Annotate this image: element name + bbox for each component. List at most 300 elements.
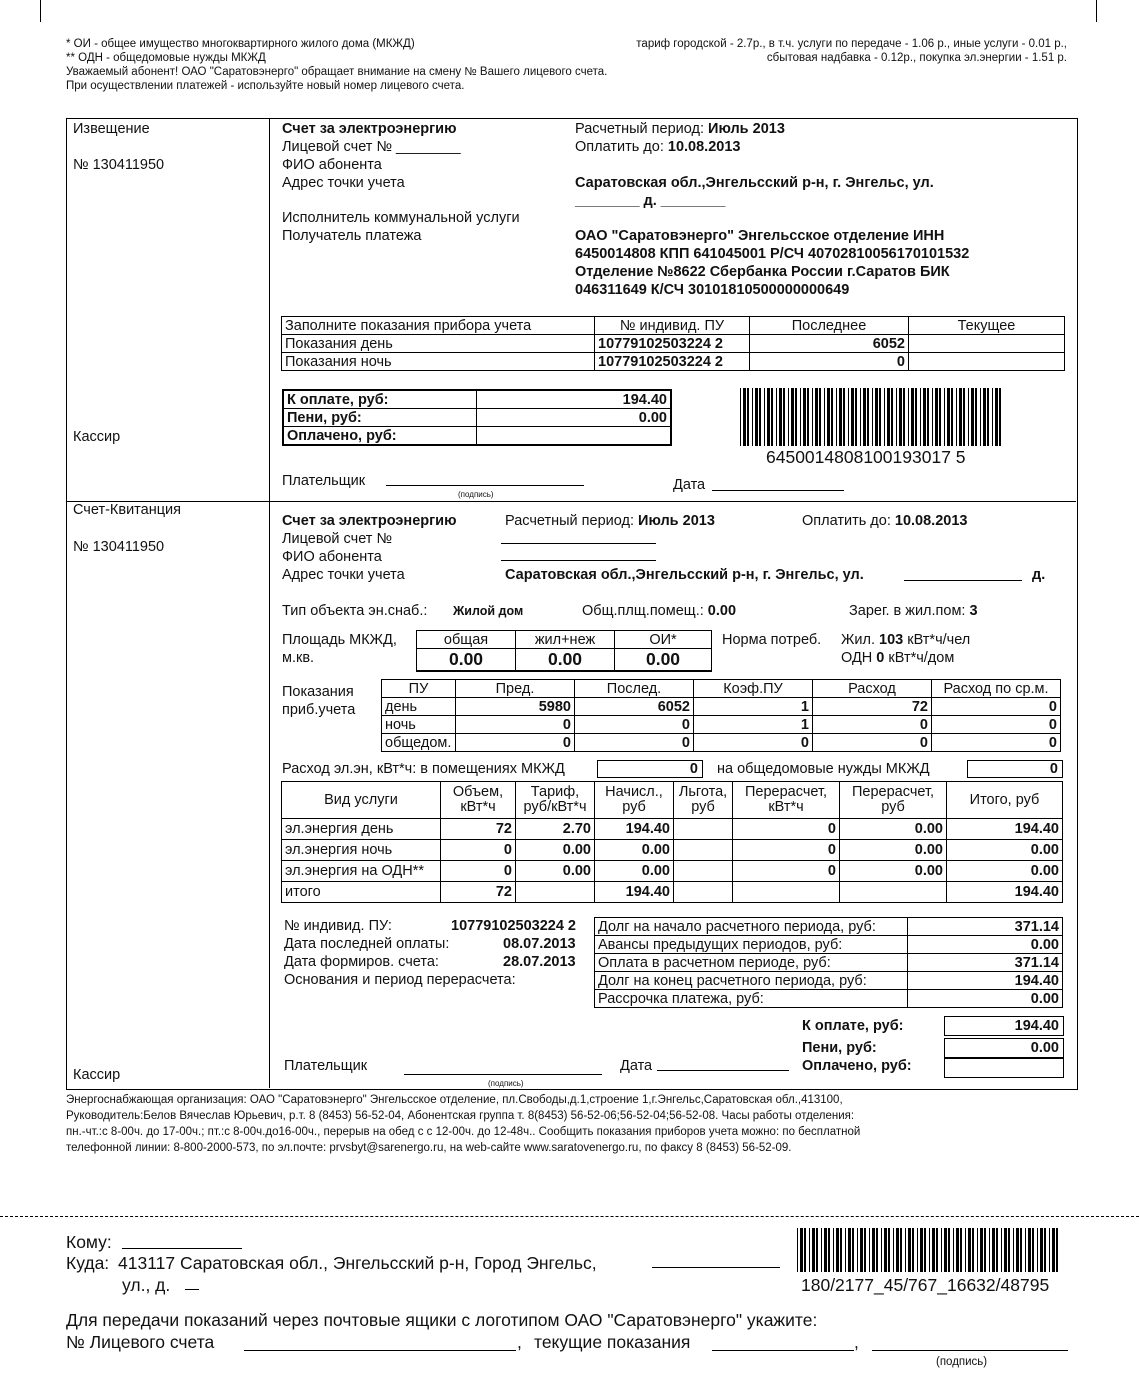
barcode-bar <box>995 388 998 446</box>
barcode-bar <box>992 1228 995 1272</box>
table-row <box>283 409 671 427</box>
receipt-pay-until-value: 10.08.2013 <box>894 513 968 529</box>
readings-cell: 0 <box>932 716 1061 734</box>
notice-recipient-1: ОАО "Саратовэнерго" Энгельсское отделение ИНН <box>575 228 945 244</box>
barcode-bar <box>1056 1228 1058 1272</box>
receipt-readings-table <box>381 679 1061 752</box>
readings-header: Расход по ср.м. <box>932 680 1061 698</box>
barcode-bar <box>911 388 914 446</box>
service-cell: итого <box>282 882 441 903</box>
readings-header: Коэф.ПУ <box>694 680 813 698</box>
barcode-bar <box>848 388 849 446</box>
barcode-bar <box>852 1228 854 1272</box>
barcode-bar <box>947 388 950 446</box>
barcode-bar <box>1049 1228 1050 1272</box>
receipt-consumption-value: 0 <box>597 760 703 778</box>
mail-where-label: Куда: <box>66 1253 110 1273</box>
barcode-bar <box>767 388 770 446</box>
barcode-bar <box>833 1228 834 1272</box>
notice-meter-cell: 0 <box>750 353 909 371</box>
table-row <box>283 390 671 409</box>
barcode-bar <box>828 1228 830 1272</box>
barcode-bar <box>779 388 782 446</box>
barcode-bar <box>881 1228 882 1272</box>
debt-value: 371.14 <box>908 918 1063 936</box>
service-cell: 0.00 <box>947 861 1063 882</box>
notice-signature-caption: (подпись) <box>458 490 494 499</box>
barcode-bar <box>764 388 765 446</box>
barcode-bar <box>824 1228 827 1272</box>
norm-unit: кВт*ч/дом <box>888 650 955 666</box>
barcode-bar <box>855 388 857 446</box>
receipt-area-value: 0.00 <box>707 603 737 619</box>
receipt-date-line[interactable] <box>657 1070 789 1071</box>
service-cell: 0.00 <box>840 819 947 840</box>
table-row <box>595 954 1063 972</box>
barcode-bar <box>869 1228 870 1272</box>
receipt-address-house: д. <box>1032 567 1046 583</box>
notice-pay-value: 194.40 <box>477 390 672 409</box>
debt-label: Оплата в расчетном периоде, руб: <box>595 954 908 972</box>
notice-period <box>575 121 785 137</box>
mail-signature-field[interactable] <box>872 1350 1068 1351</box>
barcode-bar <box>908 388 909 446</box>
barcode-bar <box>1008 1228 1010 1272</box>
service-cell: 72 <box>441 819 516 840</box>
notice-barcode <box>740 388 1002 446</box>
barcode-bar <box>888 1228 890 1272</box>
readings-cell: общедом. <box>382 734 456 752</box>
table-row <box>282 335 1065 353</box>
norm-value: 0 <box>876 650 885 666</box>
mail-where-value: 413117 Саратовская обл., Энгельсский р-н, Город Энгельс, <box>118 1253 597 1273</box>
notice-recipient-label: Получатель платежа <box>282 228 422 244</box>
barcode-bar <box>891 388 893 446</box>
mail-to-label: Кому: <box>66 1232 112 1252</box>
mkzhd-header: ОИ* <box>615 631 712 649</box>
notice-account-label: Лицевой счет № ________ <box>282 139 461 155</box>
notice-meter-cell: 6052 <box>750 335 909 353</box>
table-row <box>595 972 1063 990</box>
barcode-bar <box>915 388 917 446</box>
mail-instruction: Для передачи показаний через почтовые ящики с логотипом ОАО "Саратовэнерго" укажите: <box>66 1310 818 1330</box>
service-cell <box>674 882 733 903</box>
readings-cell: 0 <box>932 734 1061 752</box>
notice-meter-header: Последнее <box>750 317 909 335</box>
barcode-bar <box>951 388 953 446</box>
note-odn: ** ОДН - общедомовые нужды МКЖД <box>66 52 266 64</box>
service-cell: 0 <box>441 861 516 882</box>
notice-meter-cell: Показания ночь <box>282 353 595 371</box>
receipt-payer-signature-line[interactable] <box>404 1074 602 1075</box>
barcode-bar <box>804 1228 806 1272</box>
barcode-bar <box>956 388 957 446</box>
barcode-bar <box>968 388 969 446</box>
notice-barcode-number: 6450014808100193017 5 <box>766 447 966 467</box>
receipt-readings-label1: Показания <box>282 684 354 700</box>
barcode-bar <box>848 1228 851 1272</box>
mail-barcode <box>797 1228 1063 1272</box>
barcode-bar <box>1040 1228 1043 1272</box>
service-header: Начисл., руб <box>595 782 674 819</box>
barcode-bar <box>972 1228 974 1272</box>
receipt-penalty-value: 0.00 <box>944 1038 1064 1058</box>
barcode-bar <box>755 388 758 446</box>
barcode-bar <box>980 1228 983 1272</box>
barcode-bar <box>932 1228 935 1272</box>
receipt-period-value: Июль 2013 <box>638 513 715 529</box>
readings-cell: 72 <box>813 698 932 716</box>
receipt-street-line <box>904 580 1022 581</box>
barcode-bar <box>824 388 825 446</box>
notice-payer-signature-line[interactable] <box>386 485 584 486</box>
barcode-bar <box>971 388 974 446</box>
barcode-bar <box>980 388 981 446</box>
barcode-bar <box>836 388 837 446</box>
table-row <box>382 716 1061 734</box>
barcode-bar <box>920 388 921 446</box>
mkzhd-value: 0.00 <box>417 649 516 672</box>
table-row <box>382 734 1061 752</box>
service-cell: 72 <box>441 882 516 903</box>
barcode-bar <box>867 388 869 446</box>
notice-address-value2: ________ д. ________ <box>575 193 726 209</box>
mail-house-line <box>185 1289 199 1290</box>
notice-address-value: Саратовская обл.,Энгельсский р-н, г. Энгельс, ул. <box>575 175 934 191</box>
service-cell: эл.энергия на ОДН** <box>282 861 441 882</box>
footer-line-1: Энергоснабжающая организация: ОАО "Саратовэнерго" Энгельсское отделение, пл.Свободы,д.1,строение 1,г.Энгельс,Саратовская обл.,413100, <box>66 1094 843 1106</box>
notice-pay-label: К оплате, руб: <box>283 390 477 409</box>
notice-paid-value[interactable] <box>477 427 672 446</box>
barcode-bar <box>827 388 830 446</box>
receipt-object-type-label: Тип объекта эн.снаб.: <box>282 603 428 619</box>
readings-cell: 5980 <box>456 698 575 716</box>
barcode-bar <box>887 388 890 446</box>
barcode-bar <box>884 1228 887 1272</box>
receipt-consumption-label: Расход эл.эн, кВт*ч: в помещениях МКЖД <box>282 761 565 777</box>
receipt-norm-line2 <box>841 650 954 666</box>
table-row <box>282 882 1063 903</box>
barcode-bar <box>860 388 861 446</box>
receipt-period-label: Расчетный период: <box>505 513 634 529</box>
service-cell: 0.00 <box>947 840 1063 861</box>
barcode-bar <box>800 1228 803 1272</box>
page-edge-mark <box>40 0 41 22</box>
barcode-bar <box>977 1228 978 1272</box>
note-new-account: При осуществлении платежей - используйте новый номер лицевого счета. <box>66 80 465 92</box>
barcode-bar <box>803 388 806 446</box>
receipt-paid-field[interactable] <box>944 1058 1064 1078</box>
mkzhd-value: 0.00 <box>516 649 615 672</box>
notice-recipient-3: Отделение №8622 Сбербанка России г.Саратов БИК <box>575 264 950 280</box>
barcode-bar <box>795 388 797 446</box>
norm-kind: Жил. <box>841 632 875 648</box>
service-header: Льгота, руб <box>674 782 733 819</box>
receipt-pay-until-label: Оплатить до: <box>802 513 891 529</box>
tariff-line-2: сбытовая надбавка - 0.12р., покупка эл.энергии - 1.51 р. <box>766 52 1067 64</box>
barcode-bar <box>759 388 761 446</box>
service-header: Вид услуги <box>282 782 441 819</box>
barcode-bar <box>815 388 818 446</box>
barcode-bar <box>752 388 753 446</box>
barcode-bar <box>932 388 933 446</box>
barcode-bar <box>893 1228 894 1272</box>
receipt-odn-value: 0 <box>967 760 1063 778</box>
readings-cell: 0 <box>575 716 694 734</box>
barcode-bar <box>809 1228 810 1272</box>
barcode-bar <box>1001 1228 1002 1272</box>
barcode-bar <box>944 388 945 446</box>
receipt-mkzhd-label1: Площадь МКЖД, <box>282 632 397 648</box>
receipt-debt-table <box>594 917 1063 1008</box>
service-cell: эл.энергия ночь <box>282 840 441 861</box>
barcode-bar <box>876 1228 878 1272</box>
service-header: Перерасчет, кВт*ч <box>733 782 840 819</box>
page-edge-mark <box>1096 0 1097 22</box>
notice-meter-header: № индивид. ПУ <box>595 317 750 335</box>
debt-label: Рассрочка платежа, руб: <box>595 990 908 1008</box>
receipt-address-label: Адрес точки учета <box>282 567 405 583</box>
barcode-bar <box>959 388 962 446</box>
mail-to-line <box>122 1248 242 1249</box>
readings-cell: 0 <box>694 734 813 752</box>
table-row <box>282 819 1063 840</box>
barcode-bar <box>899 388 902 446</box>
barcode-bar <box>776 388 777 446</box>
barcode-bar <box>1020 1228 1022 1272</box>
notice-date-label: Дата <box>673 477 706 493</box>
barcode-bar <box>1032 1228 1034 1272</box>
receipt-recalc-label: Основания и период перерасчета: <box>284 972 516 988</box>
readings-cell: 0 <box>813 734 932 752</box>
receipt-odn-label: на общедомовые нужды МКЖД <box>717 761 930 777</box>
barcode-bar <box>968 1228 971 1272</box>
barcode-bar <box>953 1228 954 1272</box>
barcode-bar <box>816 1228 818 1272</box>
service-cell: 0.00 <box>516 861 595 882</box>
notice-date-line[interactable] <box>712 490 844 491</box>
barcode-bar <box>905 1228 906 1272</box>
table-row <box>595 990 1063 1008</box>
debt-label: Авансы предыдущих периодов, руб: <box>595 936 908 954</box>
notice-pay-until-value: 10.08.2013 <box>667 139 741 155</box>
barcode-bar <box>860 1228 863 1272</box>
receipt-address-value: Саратовская обл.,Энгельсский р-н, г. Энгельс, ул. <box>505 567 864 583</box>
footer-line-3: пн.-чт.:с 8-00ч. до 17-00ч.; пт.:с 8-00ч.до16-00ч., перерыв на обед с с 12-00ч. до 12-48ч.. Сообщить показания приборов учета можно: по бесплатной <box>66 1126 861 1138</box>
table-row <box>382 698 1061 716</box>
notice-meter-table <box>281 316 1065 371</box>
receipt-registered <box>849 603 978 619</box>
table-row <box>283 427 671 446</box>
service-cell: 0.00 <box>840 861 947 882</box>
barcode-bar <box>836 1228 839 1272</box>
mail-signature-caption: (подпись) <box>936 1356 988 1368</box>
tariff-line-1: тариф городской - 2.7р., в т.ч. услуги по передаче - 1.06 р., иные услуги - 0.01 р., <box>636 38 1067 50</box>
mail-current-field[interactable] <box>712 1350 854 1351</box>
barcode-bar <box>740 388 741 446</box>
note-account-change: Уважаемый абонент! ОАО "Саратовэнерго" обращает внимание на смену № Вашего лицевого счета. <box>66 66 608 78</box>
barcode-bar <box>839 388 842 446</box>
barcode-bar <box>960 1228 962 1272</box>
receipt-meter-no-value: 10779102503224 2 <box>451 918 576 934</box>
mail-comma: , <box>854 1332 859 1352</box>
barcode-bar <box>1028 1228 1031 1272</box>
readings-header: ПУ <box>382 680 456 698</box>
barcode-bar <box>999 388 1001 446</box>
mail-where-value2: ул., д. <box>122 1275 171 1295</box>
barcode-bar <box>929 1228 930 1272</box>
service-header: Тариф, руб/кВт*ч <box>516 782 595 819</box>
barcode-bar <box>920 1228 923 1272</box>
service-cell <box>516 882 595 903</box>
notice-meter-current-night[interactable] <box>909 353 1065 371</box>
notice-meter-cell: 10779102503224 2 <box>595 353 750 371</box>
barcode-bar <box>923 388 926 446</box>
barcode-bar <box>840 1228 842 1272</box>
receipt-to-pay-label: К оплате, руб: <box>802 1018 904 1034</box>
service-cell <box>674 840 733 861</box>
barcode-bar <box>783 388 785 446</box>
notice-payer-label: Плательщик <box>282 473 366 489</box>
receipt-account-label: Лицевой счет № <box>282 531 393 547</box>
receipt-formed-value: 28.07.2013 <box>503 954 576 970</box>
receipt-mkzhd-table <box>416 630 712 672</box>
notice-executor-label: Исполнитель коммунальной услуги <box>282 210 520 226</box>
notice-pay-table <box>282 389 672 446</box>
mail-barcode-number: 180/2177_45/767_16632/48795 <box>801 1275 1050 1295</box>
readings-header: Пред. <box>456 680 575 698</box>
readings-cell: 0 <box>575 734 694 752</box>
service-header: Объем, кВт*ч <box>441 782 516 819</box>
barcode-bar <box>831 388 833 446</box>
receipt-cashier: Кассир <box>73 1067 121 1083</box>
barcode-bar <box>989 1228 990 1272</box>
barcode-bar <box>939 388 941 446</box>
barcode-bar <box>1037 1228 1038 1272</box>
debt-value: 371.14 <box>908 954 1063 972</box>
barcode-bar <box>987 388 989 446</box>
mail-account-field[interactable] <box>244 1350 516 1351</box>
barcode-bar <box>797 1228 798 1272</box>
mail-street-line <box>652 1267 780 1268</box>
readings-header: Расход <box>813 680 932 698</box>
service-cell: 0 <box>733 840 840 861</box>
barcode-bar <box>747 388 749 446</box>
service-cell: 0.00 <box>840 840 947 861</box>
receipt-object-type-value: Жилой дом <box>453 604 524 618</box>
notice-pay-value: 0.00 <box>477 409 672 427</box>
notice-bill-title: Счет за электроэнергию <box>282 121 457 137</box>
debt-value: 0.00 <box>908 990 1063 1008</box>
barcode-bar <box>879 388 881 446</box>
barcode-bar <box>771 388 773 446</box>
barcode-bar <box>1052 1228 1055 1272</box>
receipt-payer-label: Плательщик <box>284 1058 368 1074</box>
barcode-bar <box>1004 1228 1007 1272</box>
barcode-bar <box>872 388 873 446</box>
table-row <box>282 353 1065 371</box>
service-header: Перерасчет, руб <box>840 782 947 819</box>
barcode-bar <box>984 1228 986 1272</box>
cut-line <box>0 1216 1139 1217</box>
barcode-bar <box>983 388 986 446</box>
barcode-bar <box>896 1228 899 1272</box>
notice-meter-header: Заполните показания прибора учета <box>282 317 595 335</box>
service-cell <box>674 819 733 840</box>
mail-account-label: № Лицевого счета <box>66 1332 215 1352</box>
notice-meter-current-day[interactable] <box>909 335 1065 353</box>
receipt-readings-label2: приб.учета <box>282 702 356 718</box>
mkzhd-value: 0.00 <box>615 649 712 672</box>
receipt-period <box>505 513 715 529</box>
debt-label: Долг на конец расчетного периода, руб: <box>595 972 908 990</box>
service-cell <box>733 882 840 903</box>
notice-number: № 130411950 <box>73 157 165 173</box>
barcode-bar <box>788 388 789 446</box>
receipt-fio-line <box>501 560 656 561</box>
receipt-account-line <box>501 543 656 544</box>
mkzhd-header: общая <box>417 631 516 649</box>
barcode-bar <box>900 1228 902 1272</box>
readings-cell: 1 <box>694 698 813 716</box>
service-cell: 0 <box>733 861 840 882</box>
barcode-bar <box>884 388 885 446</box>
barcode-bar <box>927 388 929 446</box>
receipt-date-label: Дата <box>620 1058 653 1074</box>
barcode-bar <box>948 1228 950 1272</box>
receipt-last-pay-value: 08.07.2013 <box>503 936 576 952</box>
notice-cashier: Кассир <box>73 429 121 445</box>
barcode-bar <box>996 1228 998 1272</box>
service-cell: 194.40 <box>947 882 1063 903</box>
table-row <box>595 918 1063 936</box>
notice-meter-cell: Показания день <box>282 335 595 353</box>
barcode-bar <box>917 1228 918 1272</box>
receipt-signature-caption: (подпись) <box>488 1079 524 1088</box>
notice-period-value: Июль 2013 <box>708 121 785 137</box>
barcode-bar <box>908 1228 911 1272</box>
receipt-mkzhd-label2: м.кв. <box>282 650 315 666</box>
barcode-bar <box>944 1228 947 1272</box>
barcode-bar <box>956 1228 959 1272</box>
barcode-bar <box>935 388 938 446</box>
readings-cell: день <box>382 698 456 716</box>
barcode-bar <box>941 1228 942 1272</box>
barcode-bar <box>791 388 794 446</box>
service-cell <box>840 882 947 903</box>
barcode-bar <box>1044 1228 1046 1272</box>
service-cell <box>674 861 733 882</box>
readings-cell: 1 <box>694 716 813 734</box>
barcode-bar <box>743 388 746 446</box>
notice-pay-label: Оплачено, руб: <box>283 427 477 446</box>
receipt-bill-title: Счет за электроэнергию <box>282 513 457 529</box>
service-cell: 0.00 <box>516 840 595 861</box>
notice-meter-cell: 10779102503224 2 <box>595 335 750 353</box>
barcode-bar <box>992 388 993 446</box>
barcode-bar <box>872 1228 875 1272</box>
readings-header: Послед. <box>575 680 694 698</box>
mail-current-label: текущие показания <box>534 1332 691 1352</box>
readings-cell: 0 <box>456 716 575 734</box>
barcode-bar <box>800 388 801 446</box>
service-cell: 194.40 <box>595 882 674 903</box>
form-divider-vertical <box>269 118 270 1088</box>
notice-fio-label: ФИО абонента <box>282 157 382 173</box>
service-cell: 0.00 <box>595 861 674 882</box>
mail-comma: , <box>517 1332 522 1352</box>
footer-line-4: телефонной линии: 8-800-2000-573, по эл.почте: prvsbyt@sarenergo.ru, на web-сайте www.saratovenergo.ru, по факсу 8 (8453) 56-52-09. <box>66 1142 792 1154</box>
